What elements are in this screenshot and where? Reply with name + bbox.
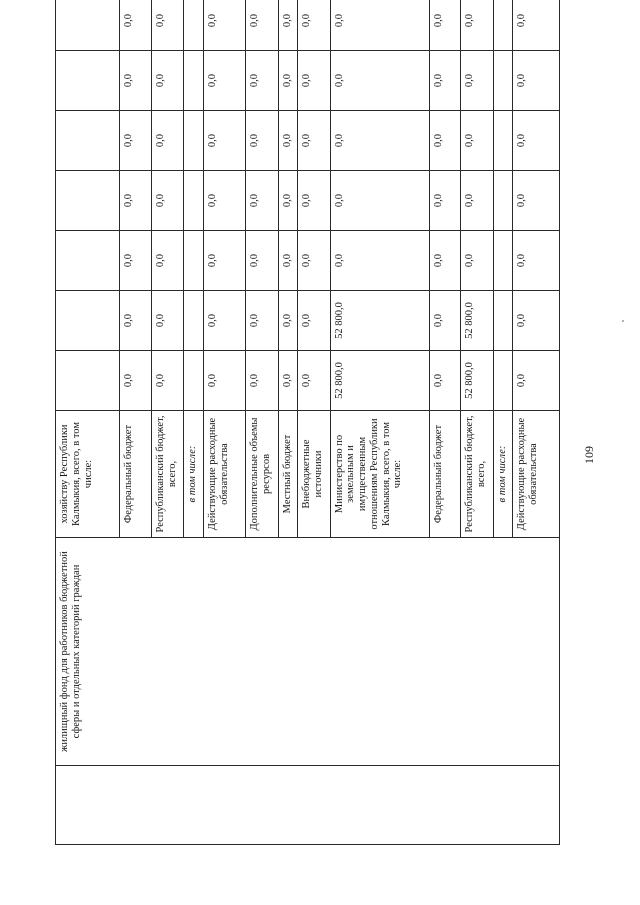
value-cell: 0,0	[152, 351, 184, 411]
funding-source-cell: хозяйству Республики Калмыкия, всего, в том числе:	[56, 411, 120, 538]
value-cell: 0,0	[429, 111, 461, 171]
value-cell: 0,0	[278, 231, 298, 291]
value-cell: 0,0	[246, 171, 278, 231]
value-cell: 0,0	[204, 231, 246, 291]
value-cell: 0,0	[120, 171, 152, 231]
value-cell	[493, 0, 513, 51]
value-cell: 0,0	[298, 291, 330, 351]
value-cell: 0,0	[204, 171, 246, 231]
value-cell	[184, 111, 204, 171]
funding-source-cell: Дополнительные объемы ресурсов	[246, 411, 278, 538]
funding-source-cell: Действующие расходные обязательства	[204, 411, 246, 538]
value-cell: 0,0	[152, 111, 184, 171]
value-cell: 0,0	[461, 0, 493, 51]
value-cell: 0,0	[513, 351, 560, 411]
value-cell: 52 800,0	[461, 291, 493, 351]
value-cell: 0,0	[461, 231, 493, 291]
value-cell: 52 800,0	[330, 291, 429, 351]
value-cell: 0,0	[152, 291, 184, 351]
value-cell: 0,0	[429, 231, 461, 291]
value-cell: 0,0	[429, 51, 461, 111]
funding-source-cell: в том числе:	[493, 411, 513, 538]
rotated-page	[55, 13, 560, 845]
value-cell: 0,0	[429, 171, 461, 231]
value-cell: 0,0	[204, 351, 246, 411]
value-cell	[493, 231, 513, 291]
value-cell: 0,0	[278, 0, 298, 51]
value-cell	[184, 351, 204, 411]
value-cell	[493, 351, 513, 411]
value-cell	[184, 231, 204, 291]
value-cell	[56, 171, 120, 231]
value-cell: 0,0	[298, 0, 330, 51]
value-cell	[56, 111, 120, 171]
value-cell	[56, 351, 120, 411]
value-cell: 0,0	[246, 111, 278, 171]
value-cell: 0,0	[246, 51, 278, 111]
value-cell: 0,0	[330, 171, 429, 231]
value-cell: 0,0	[513, 0, 560, 51]
value-cell: 0,0	[330, 231, 429, 291]
value-cell: 0,0	[152, 231, 184, 291]
table-body	[56, 0, 560, 845]
value-cell: 0,0	[513, 291, 560, 351]
value-cell: 0,0	[330, 51, 429, 111]
value-cell: 0,0	[152, 171, 184, 231]
value-cell: 0,0	[298, 171, 330, 231]
value-cell: 0,0	[278, 171, 298, 231]
value-cell: 0,0	[246, 0, 278, 51]
value-cell: 0,0	[278, 51, 298, 111]
value-cell: 0,0	[513, 111, 560, 171]
funding-source-cell: Местный бюджет	[278, 411, 298, 538]
value-cell: 0,0	[204, 291, 246, 351]
value-cell: 0,0	[461, 111, 493, 171]
value-cell	[184, 171, 204, 231]
value-cell: 0,0	[278, 351, 298, 411]
value-cell: 0,0	[204, 51, 246, 111]
value-cell: 0,0	[152, 51, 184, 111]
value-cell: 0,0	[429, 351, 461, 411]
value-cell: 0,0	[246, 231, 278, 291]
table-row	[56, 0, 120, 845]
value-cell: 0,0	[298, 231, 330, 291]
blank-cell	[56, 766, 560, 845]
value-cell	[184, 291, 204, 351]
value-cell: 0,0	[120, 351, 152, 411]
value-cell: 0,0	[461, 171, 493, 231]
value-cell: 0,0	[120, 0, 152, 51]
value-cell	[56, 291, 120, 351]
value-cell: 0,0	[246, 351, 278, 411]
funding-source-cell: Действующие расходные обязательства	[513, 411, 560, 538]
value-cell	[493, 51, 513, 111]
budget-table	[55, 0, 560, 845]
funding-source-cell: Республиканский бюджет, всего,	[461, 411, 493, 538]
value-cell	[184, 51, 204, 111]
funding-source-cell: Федеральный бюджет	[429, 411, 461, 538]
value-cell	[184, 0, 204, 51]
funding-source-cell: Внебюджетные источники	[298, 411, 330, 538]
value-cell	[493, 111, 513, 171]
page-number: 109	[582, 446, 596, 464]
value-cell	[56, 231, 120, 291]
value-cell: 0,0	[298, 51, 330, 111]
value-cell: 52 800,0	[330, 351, 429, 411]
funding-source-cell: Министерство по земельным и имущественным отношениям Республики Калмыкия, всего, в том числе:	[330, 411, 429, 538]
value-cell	[56, 0, 120, 51]
value-cell: 0,0	[204, 0, 246, 51]
value-cell	[56, 51, 120, 111]
value-cell: 0,0	[429, 291, 461, 351]
value-cell: 0,0	[513, 231, 560, 291]
value-cell: 0,0	[330, 0, 429, 51]
value-cell: 0,0	[298, 111, 330, 171]
value-cell: 0,0	[120, 291, 152, 351]
value-cell	[493, 171, 513, 231]
value-cell: 0,0	[278, 291, 298, 351]
value-cell: 0,0	[513, 51, 560, 111]
value-cell: 0,0	[429, 0, 461, 51]
value-cell: 52 800,0	[461, 351, 493, 411]
value-cell: 0,0	[513, 171, 560, 231]
value-cell: 0,0	[120, 111, 152, 171]
value-cell: 0,0	[204, 111, 246, 171]
value-cell: 0,0	[461, 51, 493, 111]
value-cell: 0,0	[278, 111, 298, 171]
funding-source-cell: Федеральный бюджет	[120, 411, 152, 538]
funding-source-cell: в том числе:	[184, 411, 204, 538]
value-cell: 0,0	[120, 231, 152, 291]
value-cell: 0,0	[120, 51, 152, 111]
value-cell	[493, 291, 513, 351]
scan-speck	[622, 320, 624, 322]
program-name-cell: жилищный фонд для работников бюджетной сферы и отдельных категорий граждан	[56, 538, 560, 766]
value-cell: 0,0	[246, 291, 278, 351]
funding-source-cell: Республиканский бюджет, всего,	[152, 411, 184, 538]
value-cell: 0,0	[298, 351, 330, 411]
value-cell: 0,0	[330, 111, 429, 171]
value-cell: 0,0	[152, 0, 184, 51]
